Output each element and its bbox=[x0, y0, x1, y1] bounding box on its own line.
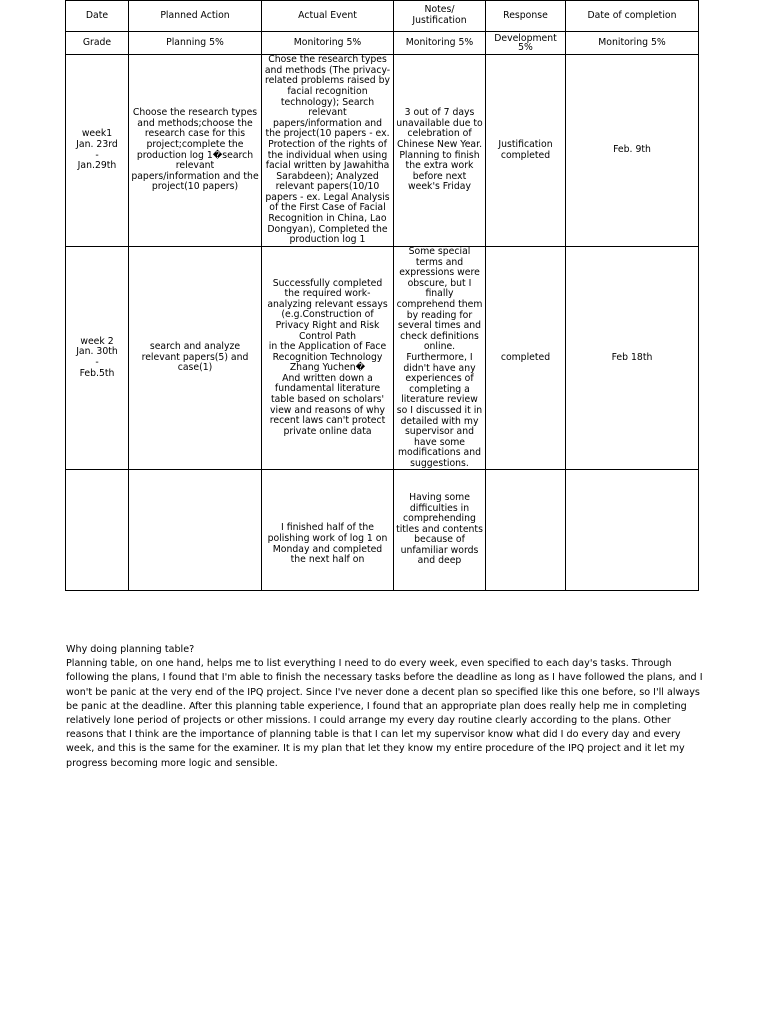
grade-row bbox=[66, 32, 699, 55]
planning-table-region bbox=[65, 0, 698, 567]
table-row bbox=[66, 55, 699, 247]
essay-heading: Why doing planning table? bbox=[66, 644, 195, 655]
notes-cell: 3 out of 7 days unavailable due to celebration of Chinese New Year. Planning to finish the extra work before next week's Friday bbox=[394, 55, 486, 247]
grade-actual: Monitoring 5% bbox=[262, 32, 394, 55]
header-response: Response bbox=[486, 1, 566, 32]
table-row bbox=[66, 470, 699, 591]
planned-action-cell: Choose the research types and methods;choose the research case for this project;complete the production log 1�search relevant papers/information and the project(10 papers) bbox=[129, 55, 262, 247]
week-date-cell: week1 Jan. 23rd - Jan.29th bbox=[66, 55, 129, 247]
table-row bbox=[66, 247, 699, 470]
actual-event-cell: I finished half of the polishing work of log 1 on Monday and completed the next half on bbox=[262, 470, 394, 591]
table-header-row bbox=[66, 1, 699, 32]
planned-action-cell: search and analyze relevant papers(5) and case(1) bbox=[129, 247, 262, 470]
header-notes: Notes/ Justification bbox=[394, 1, 486, 32]
grade-response: Development 5% bbox=[486, 32, 566, 55]
grade-notes: Monitoring 5% bbox=[394, 32, 486, 55]
notes-cell: Having some difficulties in comprehending titles and contents because of unfamiliar words and deep bbox=[394, 470, 486, 591]
response-cell: completed bbox=[486, 247, 566, 470]
completion-date-cell: Feb 18th bbox=[566, 247, 699, 470]
notes-cell: Some special terms and expressions were obscure, but I finally comprehend them by reading for several times and check definitions online. Furthermore, I didn't have any experiences of completing a literature review so I discussed it in detailed with my supervisor and have some modifications and suggestions. bbox=[394, 247, 486, 470]
grade-planned: Planning 5% bbox=[129, 32, 262, 55]
week-date-cell: week 2 Jan. 30th - Feb.5th bbox=[66, 247, 129, 470]
grade-completion: Monitoring 5% bbox=[566, 32, 699, 55]
header-date: Date bbox=[66, 1, 129, 32]
header-date-of-completion: Date of completion bbox=[566, 1, 699, 32]
week-date-cell bbox=[66, 470, 129, 591]
completion-date-cell: Feb. 9th bbox=[566, 55, 699, 247]
grade-label: Grade bbox=[66, 32, 129, 55]
header-planned-action: Planned Action bbox=[129, 1, 262, 32]
header-actual-event: Actual Event bbox=[262, 1, 394, 32]
response-cell: Justification completed bbox=[486, 55, 566, 247]
planning-reflection bbox=[66, 643, 706, 771]
essay-body: Planning table, on one hand, helps me to list everything I need to do every week, even specified to each day's tasks. Through following the plans, I found that I'm able to finish the necessary tasks before the deadline as long as I have followed the plans, and I won't be panic at the very end of the IPQ project. Since I've never done a decent plan so specified like this one before, so I'll always be panic at the deadline. After this planning table experience, I found that an appropriate plan does really help me in completing relatively lone period of projects or other missions. I could arrange my every day routine clearly according to the plans. Other reasons that I think are the importance of planning table is that I can let my supervisor know what did I do every day and every week, and this is the same for the examiner. It is my plan that let they know my entire procedure of the IPQ project and it let my progress becoming more logic and sensible. bbox=[66, 658, 703, 769]
response-cell bbox=[486, 470, 566, 591]
planned-action-cell bbox=[129, 470, 262, 591]
completion-date-cell bbox=[566, 470, 699, 591]
actual-event-cell: Successfully completed the required work-analyzing relevant essays (e.g.Construction of Privacy Right and Risk Control Path in the Application of Face Recognition Technology Zhang Yuchen� And written down a fundamental literature table based on scholars' view and reasons of why recent laws can't protect private online data bbox=[262, 247, 394, 470]
actual-event-cell: Chose the research types and methods (The privacy-related problems raised by facial recognition technology); Search relevant papers/information and the project(10 papers - ex. Protection of the rights of the individual when using facial written by Jawahitha Sarabdeen); Analyzed relevant papers(10/10 papers - ex. Legal Analysis of the First Case of Facial Recognition in China, Lao Dongyan), Completed the production log 1 bbox=[262, 55, 394, 247]
planning-table bbox=[65, 0, 699, 591]
